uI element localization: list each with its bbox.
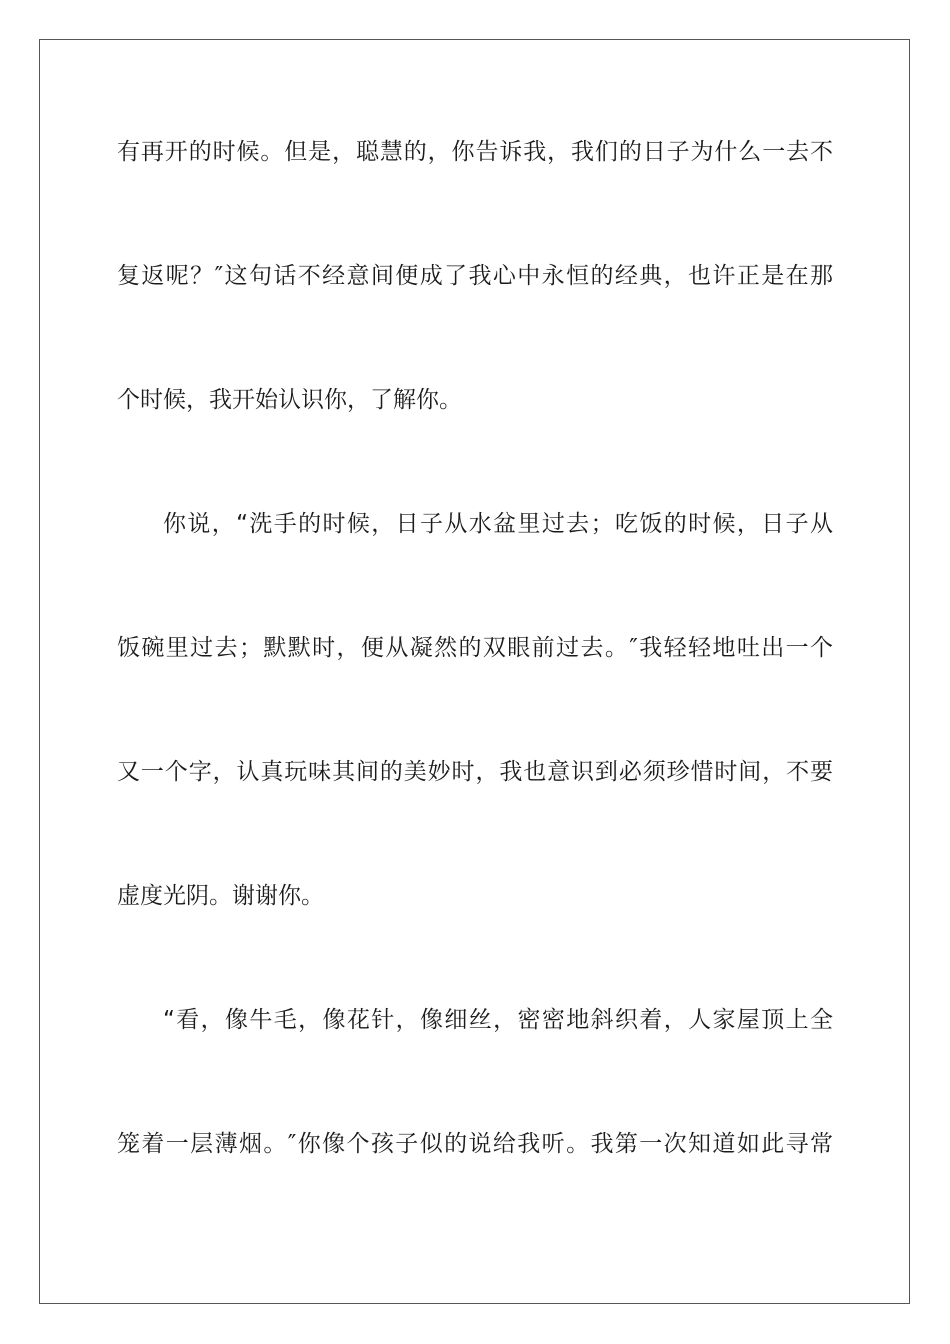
text-line: 饭碗里过去；默默时，便从凝然的双眼前过去。″我轻轻地吐出一个 — [117, 635, 833, 661]
text-line: 有再开的时候。但是，聪慧的，你告诉我，我们的日子为什么一去不 — [117, 139, 833, 165]
text-line: 又一个字，认真玩味其间的美妙时，我也意识到必须珍惜时间，不要 — [117, 759, 833, 785]
page-border — [39, 39, 910, 1304]
text-line: “看，像牛毛，像花针，像细丝，密密地斜织着，人家屋顶上全 — [163, 1007, 833, 1033]
text-line: 复返呢？″这句话不经意间便成了我心中永恒的经典，也许正是在那 — [117, 263, 833, 289]
text-line: 你说，“洗手的时候，日子从水盆里过去；吃饭的时候，日子从 — [163, 511, 833, 537]
text-line: 虚度光阴。谢谢你。 — [117, 883, 324, 909]
text-line: 个时候，我开始认识你，了解你。 — [117, 387, 462, 413]
text-line: 笼着一层薄烟。″你像个孩子似的说给我听。我第一次知道如此寻常 — [117, 1131, 833, 1157]
